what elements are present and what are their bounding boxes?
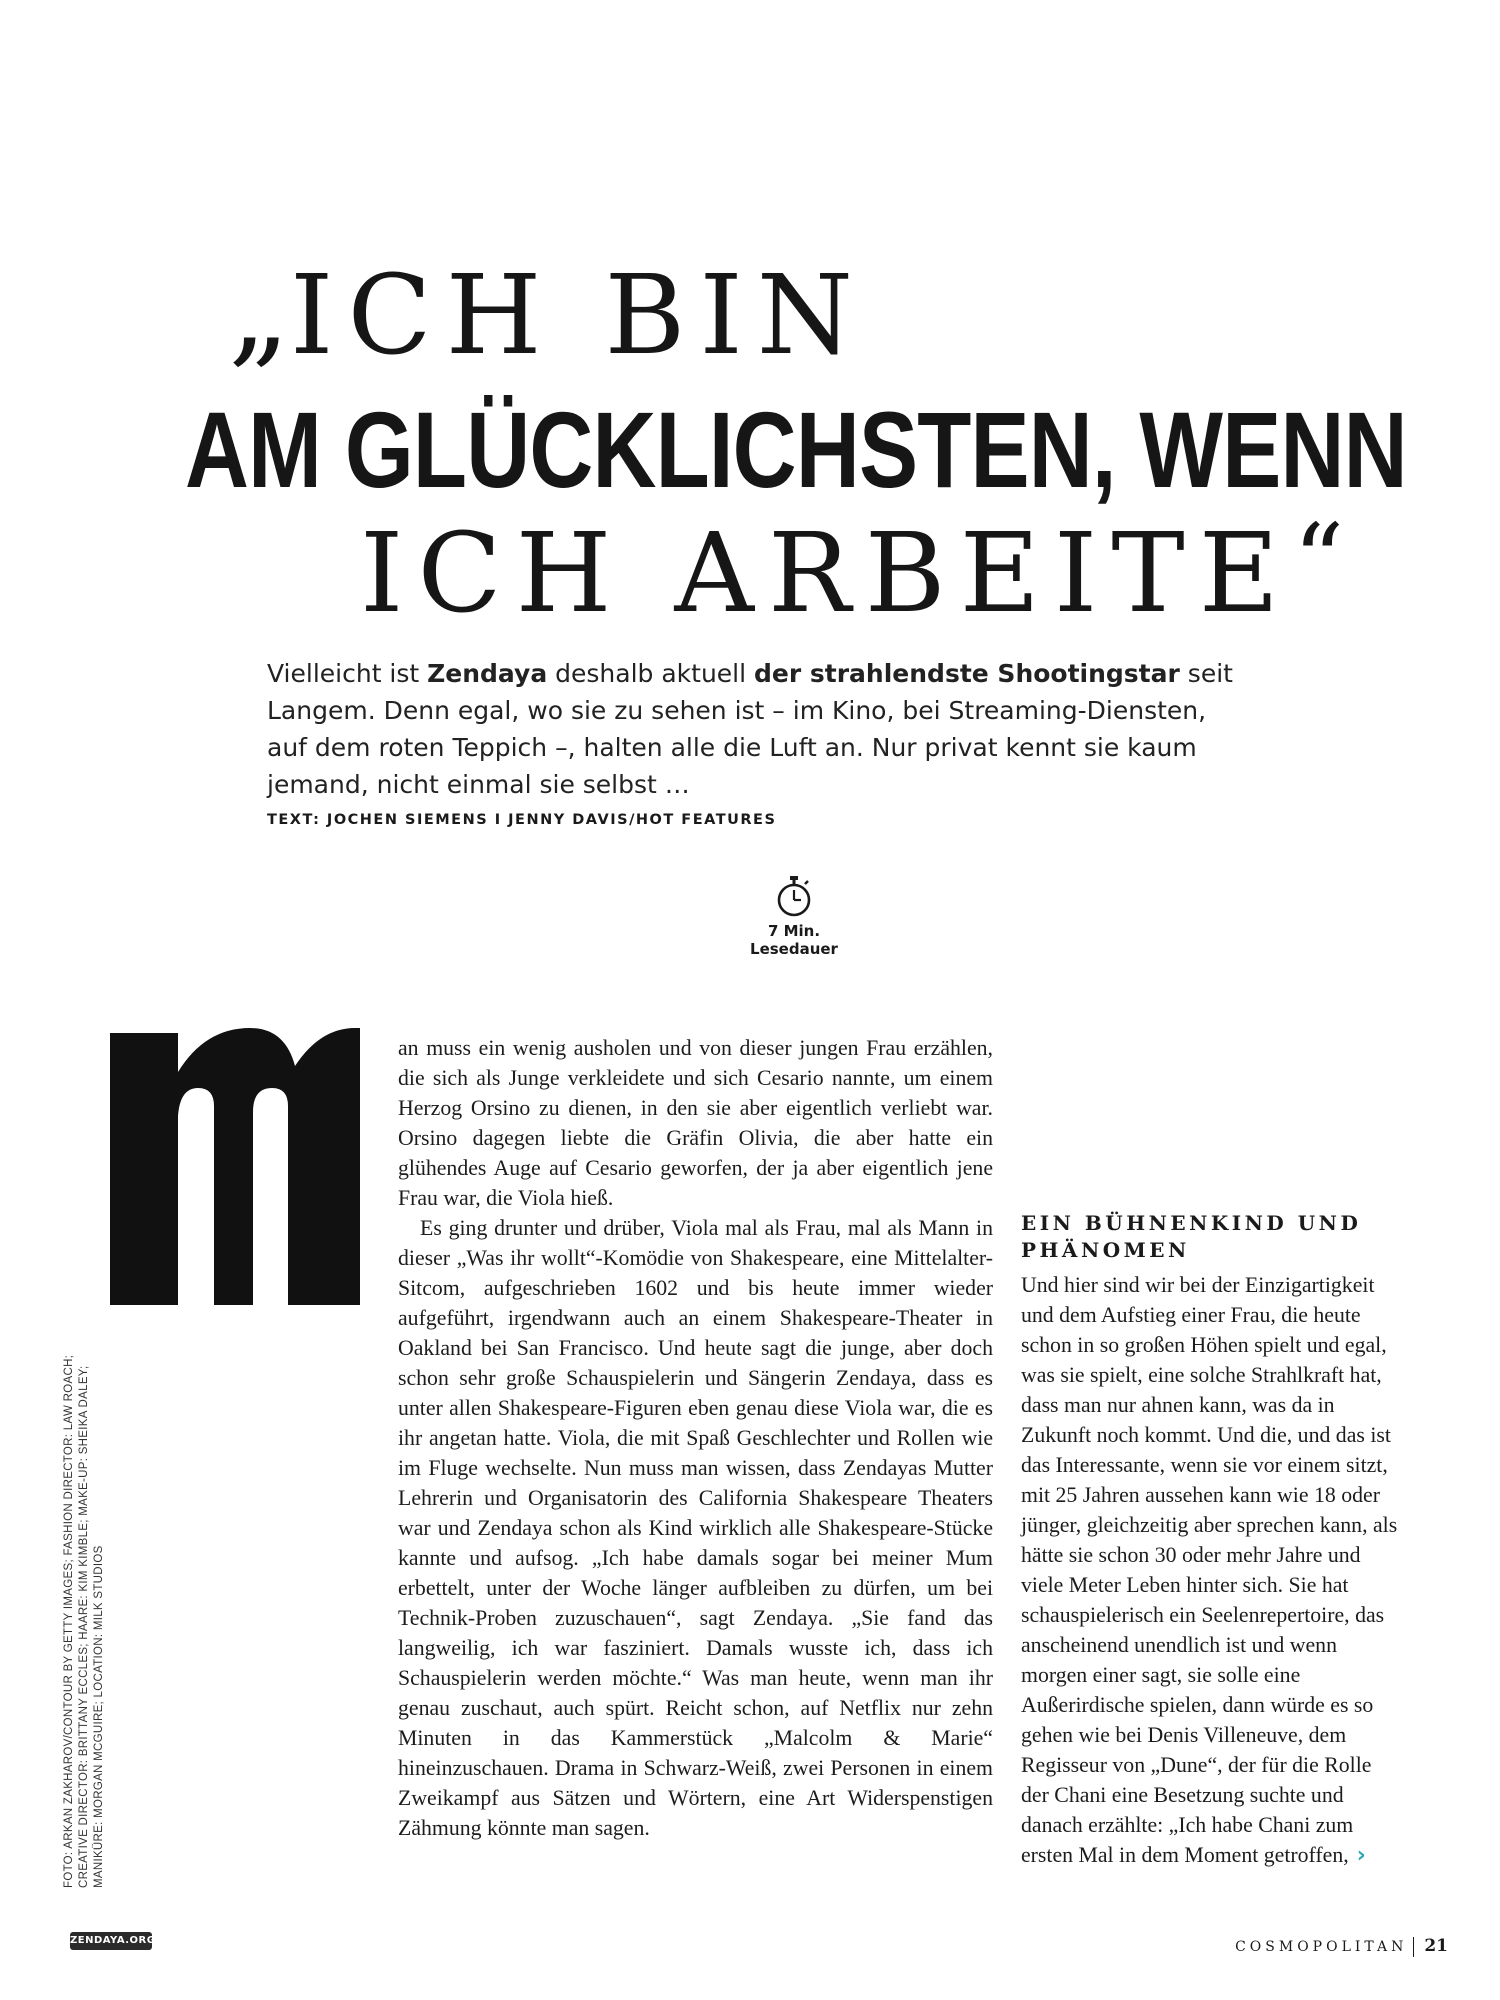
headline-line-3 (360, 502, 1345, 637)
intro-text-1: Vielleicht ist (267, 659, 428, 688)
intro-lead (267, 655, 1247, 803)
chevron-right-icon: › (1356, 1843, 1366, 1868)
site-watermark: ZENDAYA.ORG (70, 1932, 152, 1950)
intro-text-2: deshalb aktuell (547, 659, 755, 688)
photo-credits-line-2: CREATIVE DIRECTOR: BRITTANY ECCLES; HAARE: KIM KIMBLE; MAKE-UP: SHEIKA DALEY; (78, 1365, 90, 1888)
headline-close-quote: “ (1293, 502, 1345, 619)
article-paragraph-3 (1021, 1270, 1401, 1871)
headline-line-2: AM GLÜCKLICHSTEN, WENN (185, 389, 1407, 510)
magazine-name: COSMOPOLITAN (1235, 1939, 1408, 1955)
reading-time-label: Lesedauer (750, 940, 838, 958)
article-column-2 (1021, 1210, 1401, 1871)
intro-highlight: der strahlendste Shootingstar (754, 659, 1180, 688)
reading-time (700, 922, 888, 958)
article-paragraph-2: Es ging drunter und drüber, Viola mal als Frau, mal als Mann in dieser „Was ihr wollt“-Komödie von Shakespeare, eine Mittelalter-Sitcom, aufgeschrieben 1602 und bis heute immer wieder aufgeführt, irgendwann auch an einem Shakespeare-Theater in Oakland bei San Francisco. Und heute sagt die junge, aber doch schon sehr große Schauspielerin und Sängerin Zendaya, dass es unter allen Shakespeare-Figuren eben genau diese Viola war, die es ihr angetan hatte. Viola, die mit Spaß Geschlechter und Rollen wie im Fluge wechselte. Nun muss man wissen, dass Zendayas Mutter Lehrerin und Organisatorin des California Shakespeare Theaters war und Zendaya schon als Kind wirklich alle Shakespeare-Stücke kannte und aufsog. „Ich habe damals sogar bei meiner Mum erbettelt, unter der Woche länger aufbleiben zu dürfen, um bei Technik-Proben zuzuschauen“, sagt Zendaya. „Sie fand das langweilig, ich war fasziniert. Damals wusste ich, dass ich Schauspielerin werden möchte.“ Was man heute, wenn man ihr genau zuschaut, auch spürt. Reicht schon, auf Netflix nur zehn Minuten in das Kammerstück „Malcolm & Marie“ hineinzuschauen. Drama in Schwarz-Weiß, zwei Personen in einem Zweikampf aus Sätzen und Wörtern, eine Art Widerspenstigen Zähmung könnte man sagen. (398, 1216, 993, 1840)
intro-text-3: seit Langem. Denn egal, wo sie zu sehen ist – im Kino, bei Streaming-Diensten, auf dem roten Teppich –, halten alle die Luft an. Nur privat kennt sie kaum jemand, nicht einmal sie selbst … (267, 659, 1233, 799)
intro-name: Zendaya (427, 659, 548, 688)
author-credits: TEXT: JOCHEN SIEMENS I JENNY DAVIS/HOT FEATURES (267, 812, 777, 828)
reading-time-minutes: 7 Min. (767, 922, 821, 940)
footer-divider (1413, 1937, 1414, 1957)
headline-line-1 (228, 241, 868, 380)
headline-line-3-text: ICH ARBEITE (360, 509, 1294, 637)
photo-credits (62, 1298, 107, 1888)
photo-credits-line-3: MANIKÜRE: MORGAN MCGUIRE; LOCATION: MILK STUDIOS (93, 1545, 105, 1888)
headline-line-1-text: ICH BIN (290, 251, 868, 379)
photo-credits-line-1: FOTO: ARKAN ZAKHAROV/CONTOUR BY GETTY IMAGES; FASHION DIRECTOR: LAW ROACH; (63, 1354, 75, 1888)
article-column-1 (398, 1033, 993, 1843)
page-footer (1235, 1936, 1448, 1957)
article-paragraph-3-text: Und hier sind wir bei der Einzigartigkeit und dem Aufstieg einer Frau, die heute schon in so großen Höhen spielt und egal, was sie spielt, eine solche Strahlkraft hat, dass man nur ahnen kann, was da in Zukunft noch kommt. Und die, und das ist das Interessante, wenn sie vor einem sitzt, mit 25 Jahren aussehen kann wie 18 oder jünger, gleichzeitig aber sprechen kann, als hätte sie schon 30 oder mehr Jahre und viele Meter Leben hinter sich. Sie hat schauspielerisch ein Seelenrepertoire, das anscheinend unendlich ist und wenn morgen einer sagt, sie solle eine Außerirdische spielen, dann würde es so gehen wie bei Denis Villeneuve, dem Regisseur von „Dune“, der für die Rolle der Chani eine Besetzung suchte und danach erzählte: „Ich habe Chani zum ersten Mal in dem Moment getroffen, (1021, 1273, 1398, 1867)
stopwatch-icon (774, 875, 814, 919)
drop-cap (110, 1028, 360, 1305)
article-paragraph-1: an muss ein wenig ausholen und von dieser jungen Frau erzählen, die sich als Junge verkleidete und sich Cesario nannte, um einem Herzog Orsino zu dienen, in den sie aber eigentlich verliebt war. Orsino dagegen liebte die Gräfin Olivia, die aber hatte ein glühendes Auge auf Cesario geworfen, der ja aber eigentlich jene Frau war, die Viola hieß. (398, 1036, 993, 1210)
page-number: 21 (1424, 1936, 1448, 1956)
headline-open-quote: „ (228, 241, 291, 380)
section-subhead: EIN BÜHNENKIND UND PHÄNOMEN (1021, 1211, 1362, 1262)
